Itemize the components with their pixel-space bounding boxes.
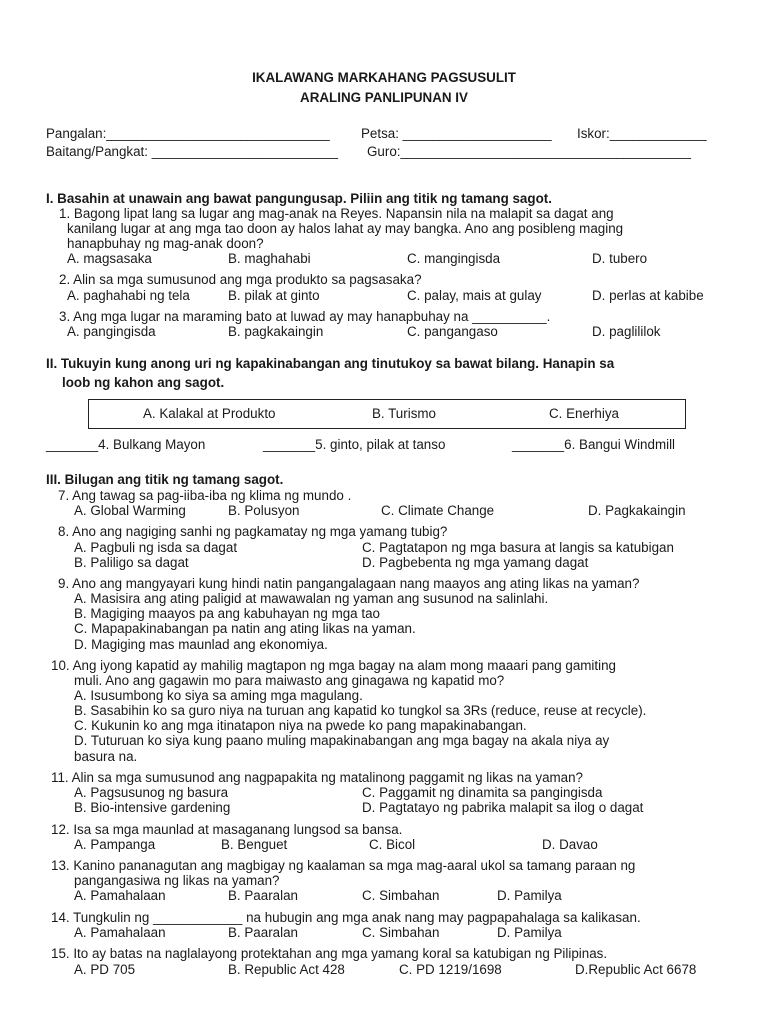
- q15-choice-b: B. Republic Act 428: [228, 962, 345, 977]
- exam-subtitle: ARALING PANLIPUNAN IV: [300, 90, 468, 105]
- q2-choice-c: C. palay, mais at gulay: [407, 288, 542, 303]
- item-6: _______6. Bangui Windmill: [512, 437, 676, 452]
- q15-choice-a: A. PD 705: [74, 962, 136, 977]
- q13-choice-d: D. Pamilya: [497, 888, 562, 903]
- q3-text: 3. Ang mga lugar na maraming bato at luwad ay may hanapbuhay na __________.: [59, 309, 551, 324]
- q10-choice-d-cont: basura na.: [74, 749, 138, 764]
- part1-instruction: I. Basahin at unawain ang bawat pangungusap. Piliin ang titik ng tamang sagot.: [46, 191, 552, 206]
- q15-choice-c: C. PD 1219/1698: [399, 962, 502, 977]
- q1-line2: kanilang lugar at ang mga tao doon ay halos lahat ay may bangka. Ano ang posibleng maging: [67, 221, 624, 236]
- q10-line2: muli. Ano ang gagawin mo para maiwasto ang ginagawa ng kapatid mo?: [74, 673, 505, 688]
- q11-choice-a: A. Pagsusunog ng basura: [74, 785, 229, 800]
- item-5: _______5. ginto, pilak at tanso: [263, 437, 446, 452]
- q9-choice-b: B. Magiging maayos pa ang kabuhayan ng mga tao: [74, 606, 380, 621]
- q14-choice-c: C. Simbahan: [362, 925, 440, 940]
- q9-choice-c: C. Mapapakinabangan pa natin ang ating likas na yaman.: [74, 621, 416, 636]
- q14-choice-a: A. Pamahalaan: [74, 925, 166, 940]
- q12-choice-a: A. Pampanga: [74, 837, 156, 852]
- score-field: Iskor:_____________: [577, 126, 707, 141]
- q8-choice-d: D. Pagbebenta ng mga yamang dagat: [362, 555, 589, 570]
- q7-choice-b: B. Polusyon: [228, 503, 300, 518]
- q7-choice-a: A. Global Warming: [74, 503, 186, 518]
- q3-choice-d: D. paglililok: [592, 324, 661, 339]
- q7-choice-c: C. Climate Change: [381, 503, 495, 518]
- q13-choice-a: A. Pamahalaan: [74, 888, 166, 903]
- date-field: Petsa: ____________________: [361, 126, 552, 141]
- q1-choice-d: D. tubero: [592, 251, 648, 266]
- q8-choice-c: C. Pagtatapon ng mga basura at langis sa katubigan: [362, 540, 674, 555]
- q10-choice-a: A. Isusumbong ko siya sa aming mga magulang.: [74, 688, 363, 703]
- q9-choice-a: A. Masisira ang ating paligid at mawawalan ng yaman ang susunod na salinlahi.: [74, 591, 549, 606]
- q1-choice-b: B. maghahabi: [228, 251, 311, 266]
- q1-choice-c: C. mangingisda: [407, 251, 501, 266]
- q2-choice-a: A. paghahabi ng tela: [67, 288, 190, 303]
- q10-choice-d: D. Tuturuan ko siya kung paano muling mapakinabangan ang mga bagay na akala niya ay: [74, 733, 610, 748]
- q12-choice-d: D. Davao: [542, 837, 598, 852]
- q11-text: 11. Alin sa mga sumusunod ang nagpapakita ng matalinong paggamit ng likas na yaman?: [51, 770, 584, 785]
- q10-choice-c: C. Kukunin ko ang mga itinatapon niya na pwede ko pang mapakinabangan.: [74, 718, 527, 733]
- q9-text: 9. Ano ang mangyayari kung hindi natin pangangalagaan nang maayos ang ating likas na yaman?: [58, 576, 640, 591]
- box-choice-c: C. Enerhiya: [549, 406, 619, 421]
- q8-choice-a: A. Pagbuli ng isda sa dagat: [74, 540, 238, 555]
- q2-choice-b: B. pilak at ginto: [228, 288, 320, 303]
- q13-line2: pangangasiwa ng likas na yaman?: [74, 873, 280, 888]
- q2-text: 2. Alin sa mga sumusunod ang mga produkto sa pagsasaka?: [59, 272, 422, 287]
- q13-choice-c: C. Simbahan: [362, 888, 440, 903]
- q8-choice-b: B. Paliligo sa dagat: [74, 555, 189, 570]
- q2-choice-d: D. perlas at kabibe: [592, 288, 704, 303]
- q15-choice-d: D.Republic Act 6678: [575, 962, 697, 977]
- q14-choice-b: B. Paaralan: [228, 925, 298, 940]
- q10-line1: 10. Ang iyong kapatid ay mahilig magtapon ng mga bagay na alam mong maaari pang gamiting: [51, 658, 616, 673]
- q12-choice-c: C. Bicol: [369, 837, 416, 852]
- q9-choice-d: D. Magiging mas maunlad ang ekonomiya.: [74, 637, 328, 652]
- q11-choice-c: C. Paggamit ng dinamita sa pangingisda: [362, 785, 603, 800]
- box-choice-b: B. Turismo: [372, 406, 436, 421]
- q15-text: 15. Ito ay batas na naglalayong protektahan ang mga yamang koral sa katubigan ng Pilipinas.: [51, 946, 608, 961]
- q3-choice-c: C. pangangaso: [407, 324, 498, 339]
- q1-choice-a: A. magsasaka: [67, 251, 152, 266]
- q10-choice-b: B. Sasabihin ko sa guro niya na turuan ang kapatid ko tungkol sa 3Rs (reduce, reuse at recycle).: [74, 703, 647, 718]
- q13-choice-b: B. Paaralan: [228, 888, 298, 903]
- part3-instruction: III. Bilugan ang titik ng tamang sagot.: [46, 472, 284, 487]
- name-field: Pangalan:______________________________: [46, 126, 330, 141]
- grade-section-field: Baitang/Pangkat: _________________________: [46, 144, 338, 159]
- q1-line1: 1. Bagong lipat lang sa lugar ang mag-anak na Reyes. Napansin nila na malapit sa dagat ang: [59, 206, 614, 221]
- box-choice-a: A. Kalakal at Produkto: [143, 406, 276, 421]
- part2-instruction-line2: loob ng kahon ang sagot.: [62, 375, 225, 390]
- q13-line1: 13. Kanino pananagutan ang magbigay ng kaalaman sa mga mag-aaral ukol sa tamang paraan ng: [51, 858, 636, 873]
- exam-title: IKALAWANG MARKAHANG PAGSUSULIT: [252, 70, 516, 85]
- q12-text: 12. Isa sa mga maunlad at masaganang lungsod sa bansa.: [51, 822, 403, 837]
- q11-choice-b: B. Bio-intensive gardening: [74, 800, 231, 815]
- q3-choice-a: A. pangingisda: [67, 324, 156, 339]
- item-4: _______4. Bulkang Mayon: [46, 437, 206, 452]
- teacher-field: Guro:_______________________________________: [367, 144, 691, 159]
- q14-choice-d: D. Pamilya: [497, 925, 562, 940]
- part2-instruction-line1: II. Tukuyin kung anong uri ng kapakinabangan ang tinutukoy sa bawat bilang. Hanapin sa: [46, 356, 615, 371]
- q12-choice-b: B. Benguet: [221, 837, 288, 852]
- q11-choice-d: D. Pagtatayo ng pabrika malapit sa ilog o dagat: [362, 800, 644, 815]
- q3-choice-b: B. pagkakaingin: [228, 324, 324, 339]
- q1-line3: hanapbuhay ng mag-anak doon?: [67, 236, 264, 251]
- q7-choice-d: D. Pagkakaingin: [588, 503, 686, 518]
- q14-text: 14. Tungkulin ng ____________ na hubugin ang mga anak nang may pagpapahalaga sa kalikasan.: [51, 910, 641, 925]
- q7-text: 7. Ang tawag sa pag-iiba-iba ng klima ng mundo .: [58, 488, 352, 503]
- q8-text: 8. Ano ang nagiging sanhi ng pagkamatay ng mga yamang tubig?: [58, 524, 448, 539]
